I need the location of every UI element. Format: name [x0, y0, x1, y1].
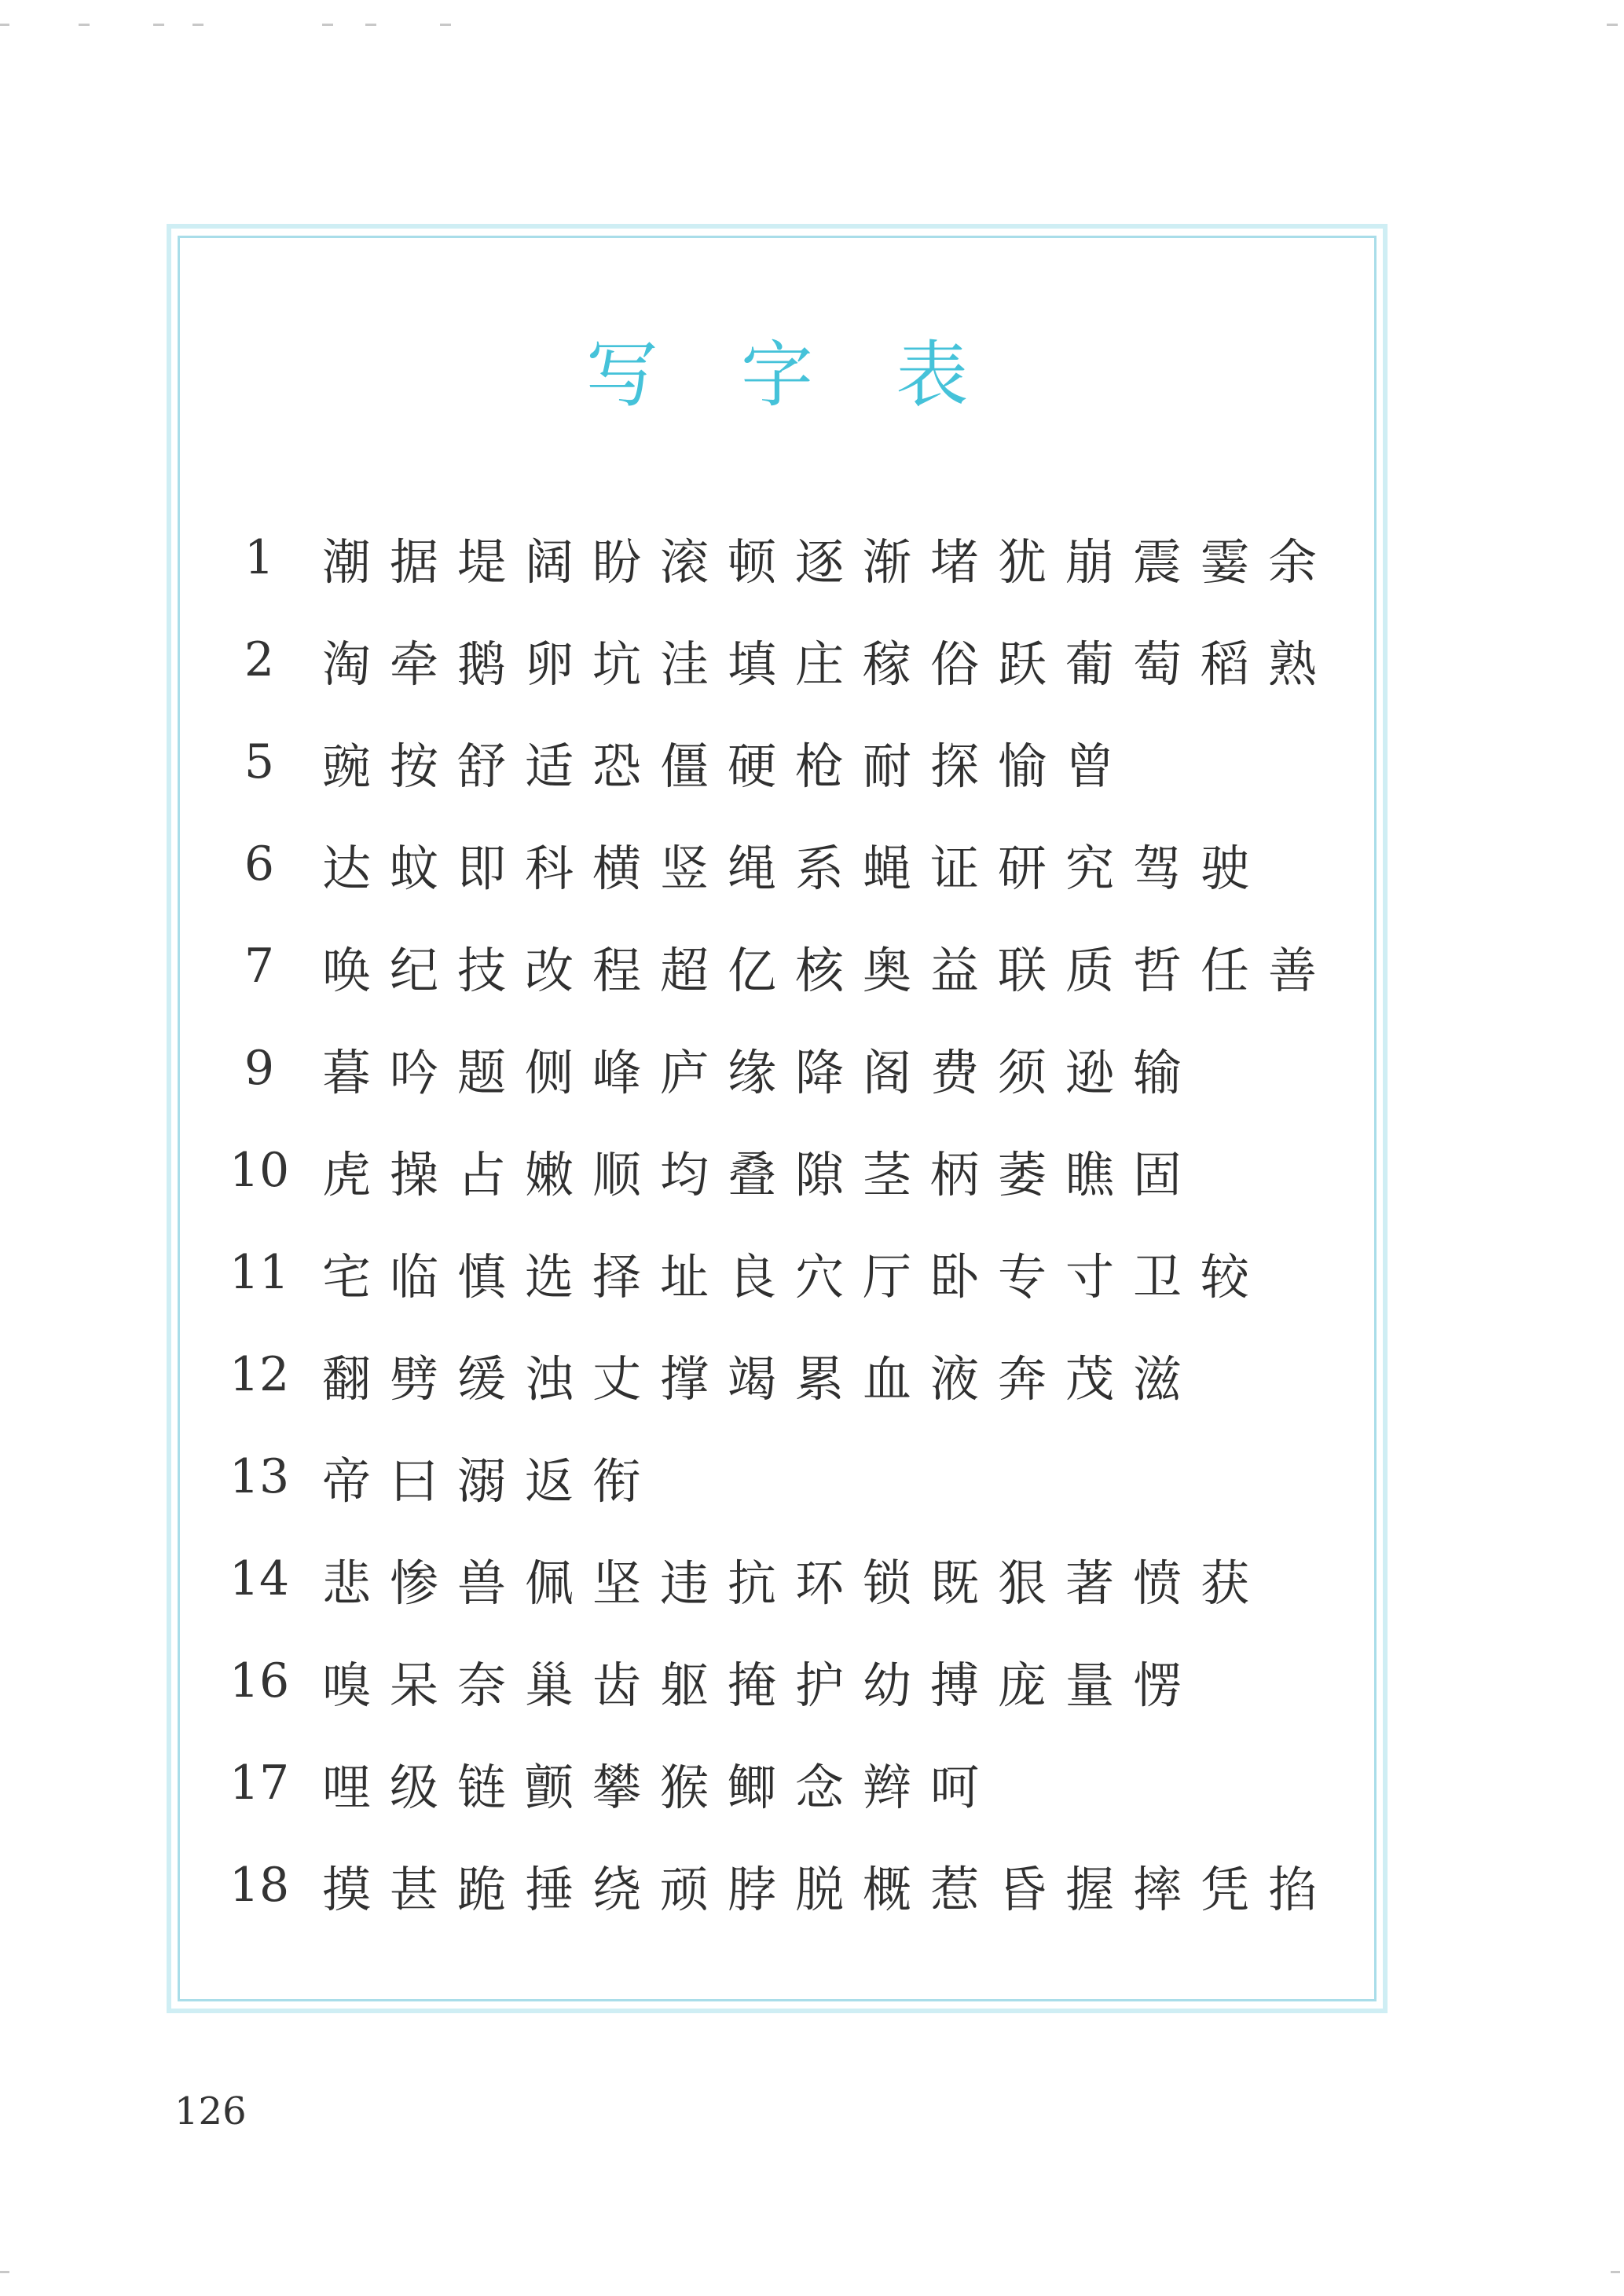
lesson-number: 14	[229, 1551, 290, 1606]
lesson-number: 7	[244, 939, 275, 994]
lesson-number: 11	[229, 1245, 290, 1300]
page-title: 写 字 表	[585, 333, 999, 417]
lesson-characters: 暮吟题侧峰庐缘降阁费须逊输	[322, 1043, 1201, 1101]
lesson-characters: 豌按舒适恐僵硬枪耐探愉曾	[322, 737, 1134, 795]
lesson-number: 9	[244, 1041, 275, 1096]
lesson-number: 6	[244, 837, 275, 892]
bottom-crop-marks	[0, 2265, 1624, 2296]
lesson-characters: 摸甚跪捶绕顽脖脱概惹昏握摔凭掐	[322, 1860, 1336, 1918]
table-row	[196, 813, 1359, 915]
lesson-characters: 达蚊即科横竖绳系蝇证研究驾驶	[322, 839, 1269, 897]
lesson-number: 1	[244, 530, 275, 585]
top-crop-marks	[0, 0, 1624, 31]
lesson-characters: 翻劈缓浊丈撑竭累血液奔茂滋	[322, 1349, 1201, 1408]
table-row	[196, 1630, 1359, 1732]
lesson-characters: 淘牵鹅卵坑洼填庄稼俗跃葡萄稻熟	[322, 635, 1336, 693]
lesson-number: 18	[229, 1858, 290, 1913]
lesson-characters: 悲惨兽佩坚违抗环锁既狠著愤获	[322, 1554, 1269, 1612]
lesson-characters: 宅临慎选择址良穴厅卧专寸卫较	[322, 1247, 1269, 1305]
table-row	[196, 609, 1359, 711]
lesson-characters: 潮据堤阔盼滚顿逐渐堵犹崩震霎余	[322, 533, 1336, 591]
table-row	[196, 1426, 1359, 1528]
table-row	[196, 1017, 1359, 1119]
lesson-number: 17	[229, 1756, 290, 1811]
lesson-number: 10	[229, 1143, 290, 1198]
table-row	[196, 915, 1359, 1017]
lesson-characters: 哩级链颤攀猴鲫念辫呵	[322, 1758, 999, 1816]
character-table	[196, 507, 1359, 1936]
table-row	[196, 1119, 1359, 1221]
lesson-number: 13	[229, 1449, 290, 1504]
lesson-characters: 嗅呆奈巢齿躯掩护幼搏庞量愣	[322, 1656, 1201, 1714]
page-number: 126	[174, 2089, 247, 2133]
table-row	[196, 507, 1359, 609]
lesson-number: 12	[229, 1347, 290, 1402]
table-row	[196, 1221, 1359, 1324]
lesson-characters: 唤纪技改程超亿核奥益联质哲任善	[322, 941, 1336, 999]
table-row	[196, 1528, 1359, 1630]
table-row	[196, 1324, 1359, 1426]
lesson-number: 5	[244, 734, 275, 789]
table-row	[196, 1834, 1359, 1936]
lesson-number: 2	[244, 632, 275, 687]
lesson-characters: 帝曰溺返衔	[322, 1452, 661, 1510]
table-row	[196, 1732, 1359, 1834]
lesson-characters: 虎操占嫩顺均叠隙茎柄萎瞧固	[322, 1145, 1201, 1203]
lesson-number: 16	[229, 1653, 290, 1708]
table-row	[196, 711, 1359, 813]
